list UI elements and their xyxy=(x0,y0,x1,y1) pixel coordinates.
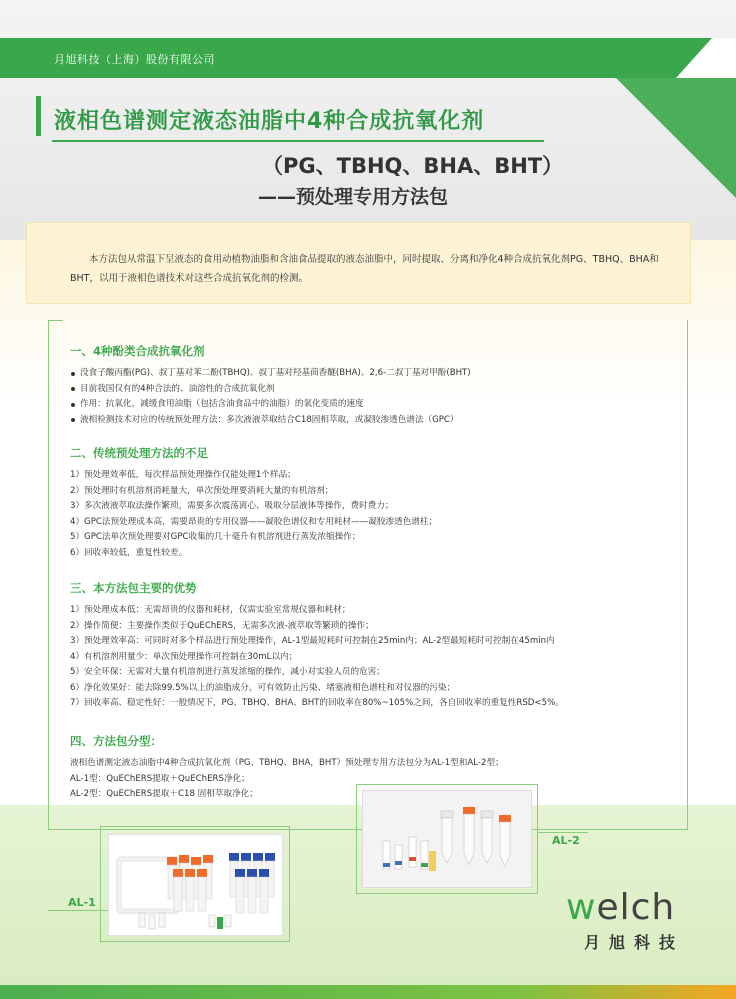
section-shortcomings xyxy=(70,445,437,561)
list-item: 4）有机溶剂用量少：单次预处理操作可控制在30mL以内； xyxy=(70,651,298,662)
title-accent-bar xyxy=(36,96,41,136)
welch-logo xyxy=(566,887,696,960)
list-item: 液相检测技术对应的传统预处理方法：多次液液萃取结合C18固相萃取，或凝胶渗透色谱法（GPC） xyxy=(70,413,471,429)
list-item: 没食子酸丙酯(PG)、叔丁基对苯二酚(TBHQ)、叔丁基对羟基茴香醚(BHA)、2,6-二叔丁基对甲酚(BHT) xyxy=(70,366,471,382)
section-title: 一、4种酚类合成抗氧化剂 xyxy=(70,344,205,358)
list-item: 3）预处理效率高：可同时对多个样品进行预处理操作，AL-1型最短耗时可控制在25min内；AL-2型最短耗时可控制在45min内 xyxy=(70,636,555,646)
section-antioxidants xyxy=(70,343,471,428)
list-item: 液相色谱测定液态油脂中4种合成抗氧化剂（PG、TBHQ、BHA，BHT）预处理专用方法包分为AL-1型和AL-2型； xyxy=(70,758,504,768)
list-item: 目前我国仅有的4种合法的、油溶性的合成抗氧化剂 xyxy=(70,382,471,398)
section-title: 二、传统预处理方法的不足 xyxy=(70,446,208,460)
bottom-bar xyxy=(0,985,736,999)
section-advantages xyxy=(70,580,564,712)
list-item: 5）安全环保：无需对大量有机溶剂进行蒸发浓缩的操作，减小对实验人员的危害； xyxy=(70,667,385,677)
section-title: 三、本方法包主要的优势 xyxy=(70,581,197,595)
company-bar xyxy=(0,38,736,78)
company-name: 月旭科技（上海）股份有限公司 xyxy=(54,53,215,66)
section-title: 四、方法包分型： xyxy=(70,734,162,748)
al1-label: AL-1 xyxy=(68,896,96,909)
al1-kit-illustration xyxy=(109,835,283,936)
list-item: 2）操作简便：主要操作类似于QuEChERS，无需多次液-液萃取等繁琐的操作； xyxy=(70,620,374,631)
list-item: 1）预处理效率低，每次样品预处理操作仅能处理1个样品； xyxy=(70,470,296,480)
list-item: 2）预处理时有机溶剂消耗量大，单次预处理要消耗大量的有机溶剂； xyxy=(70,485,334,496)
logo-chinese-name: 月旭科技 xyxy=(584,933,685,952)
list-item: AL-2型：QuEChERS提取＋C18 固相萃取净化； xyxy=(70,789,258,799)
logo-w-letter: w xyxy=(566,887,597,928)
al2-kit-illustration xyxy=(363,791,532,888)
list-item: 1）预处理成本低：无需昂贵的仪器和耗材，仅需实验室常规仪器和耗材； xyxy=(70,605,351,615)
list-item: AL-1型：QuEChERS提取＋QuEChERS净化； xyxy=(70,773,250,784)
list-item: 7）回收率高、稳定性好：一般情况下，PG、TBHQ、BHA、BHT的回收率在80%~105%之间，各自回收率的重复性RSD<5%。 xyxy=(70,698,564,708)
page-subtitle-method: ——预处理专用方法包 xyxy=(258,186,449,208)
al2-label: AL-2 xyxy=(552,834,580,847)
page-subtitle-compounds: （PG、TBHQ、BHA、BHT） xyxy=(262,154,564,178)
al1-connector xyxy=(48,910,108,911)
page-title: 液相色谱测定液态油脂中4种合成抗氧化剂 xyxy=(54,109,485,134)
list-item: 6）净化效果好：能去除99.5%以上的油脂成分，可有效防止污染、堵塞液相色谱柱和对仪器的污染； xyxy=(70,682,456,693)
list-item: 作用：抗氧化，减缓食用油脂（包括含油食品中的油脂）的氧化变质的速度 xyxy=(70,397,471,413)
list-item: 6）回收率较低，重复性较差。 xyxy=(70,547,188,558)
logo-word-rest: elch xyxy=(596,887,676,928)
intro-paragraph: 本方法包从常温下呈液态的食用动植物油脂和含油食品提取的液态油脂中，同时提取、分离和净化4种合成抗氧化剂PG、TBHQ、BHA和BHT，以用于液相色谱技术对这些合成抗氧化剂的检测。 xyxy=(70,254,659,284)
list-item: 4）GPC法预处理成本高，需要昂贵的专用仪器——凝胶色谱仪和专用耗材——凝胶渗透色谱柱； xyxy=(70,516,438,527)
al1-product-image xyxy=(108,834,283,936)
list-item: 5）GPC法单次预处理要对GPC收集的几十毫升有机溶剂进行蒸发浓缩操作； xyxy=(70,532,361,542)
al2-connector xyxy=(538,832,588,833)
logo-wordmark xyxy=(566,887,696,928)
al2-product-image xyxy=(362,790,532,888)
list-item: 3）多次液液萃取法操作繁琐，需要多次震荡离心、吸取分层液体等操作，费时费力； xyxy=(70,501,394,511)
title-underline xyxy=(52,140,544,142)
